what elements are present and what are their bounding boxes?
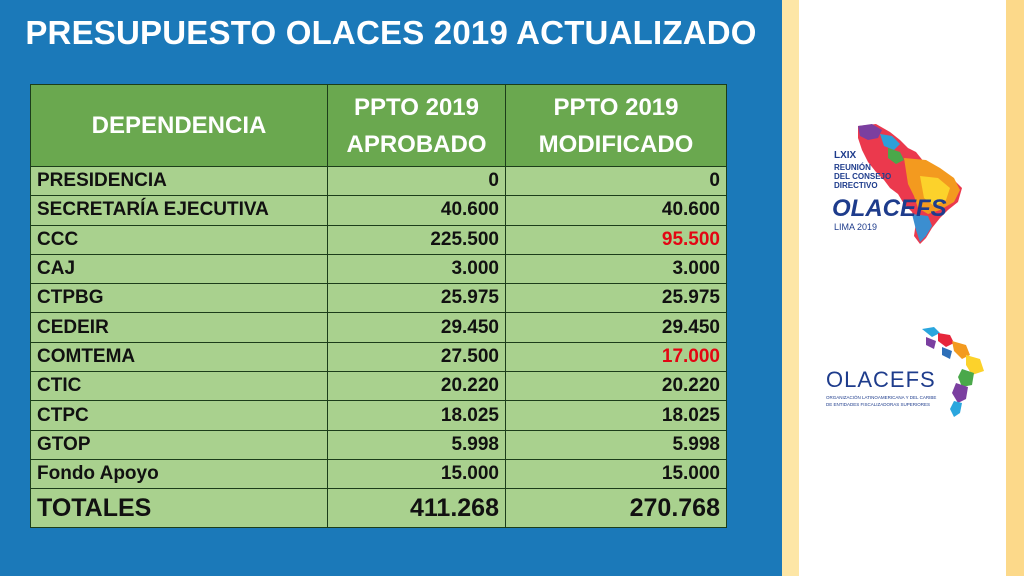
meeting-logo-line3: DEL CONSEJO xyxy=(834,172,892,181)
row-aprobado: 20.220 xyxy=(328,372,506,401)
meeting-logo-line1: LXIX xyxy=(834,150,857,161)
table-row xyxy=(31,167,727,196)
row-aprobado: 25.975 xyxy=(328,284,506,313)
row-name: PRESIDENCIA xyxy=(31,167,328,196)
row-modificado: 20.220 xyxy=(506,372,727,401)
table-row xyxy=(31,459,727,488)
header-modificado-line2: MODIFICADO xyxy=(538,130,694,158)
totals-row xyxy=(31,489,727,528)
table-row xyxy=(31,342,727,371)
row-name: GTOP xyxy=(31,430,328,459)
header-modificado-line1: PPTO 2019 xyxy=(553,93,679,121)
meeting-logo-line2: REUNIÓN xyxy=(834,163,871,172)
row-modificado: 25.975 xyxy=(506,284,727,313)
row-aprobado: 40.600 xyxy=(328,196,506,225)
meeting-logo-place: LIMA 2019 xyxy=(834,222,878,232)
table-row xyxy=(31,401,727,430)
decorative-stripe-left xyxy=(782,0,799,576)
row-modificado-changed: 17.000 xyxy=(506,342,727,371)
header-aprobado-line1: PPTO 2019 xyxy=(354,93,479,121)
logo-panel xyxy=(799,0,1006,576)
row-modificado: 40.600 xyxy=(506,196,727,225)
row-name: CCC xyxy=(31,225,328,254)
meeting-logo xyxy=(828,118,968,248)
header-aprobado-line2: APROBADO xyxy=(346,130,487,158)
row-aprobado: 15.000 xyxy=(328,459,506,488)
row-modificado: 18.025 xyxy=(506,401,727,430)
row-name: CTPC xyxy=(31,401,328,430)
decorative-stripe-right xyxy=(1006,0,1024,576)
row-aprobado: 5.998 xyxy=(328,430,506,459)
row-modificado: 15.000 xyxy=(506,459,727,488)
totals-aprobado: 411.268 xyxy=(328,489,506,528)
row-modificado: 3.000 xyxy=(506,254,727,283)
table-row xyxy=(31,313,727,342)
row-name: SECRETARÍA EJECUTIVA xyxy=(31,196,328,225)
table-row xyxy=(31,225,727,254)
table-header-row xyxy=(31,85,727,167)
row-aprobado: 27.500 xyxy=(328,342,506,371)
totals-modificado: 270.768 xyxy=(506,489,727,528)
row-name: CAJ xyxy=(31,254,328,283)
row-aprobado: 3.000 xyxy=(328,254,506,283)
olacefs-logo-tagline2: DE ENTIDADES FISCALIZADORAS SUPERIORES xyxy=(826,402,931,407)
table-row xyxy=(31,254,727,283)
row-modificado: 0 xyxy=(506,167,727,196)
slide-title: PRESUPUESTO OLACES 2019 ACTUALIZADO xyxy=(25,14,757,51)
meeting-logo-line4: DIRECTIVO xyxy=(834,181,878,190)
row-name: CTPBG xyxy=(31,284,328,313)
header-aprobado xyxy=(328,85,506,167)
olacefs-logo-tagline1: ORGANIZACIÓN LATINOAMERICANA Y DEL CARIBE xyxy=(826,395,937,400)
row-name: CEDEIR xyxy=(31,313,328,342)
row-name: Fondo Apoyo xyxy=(31,459,328,488)
meeting-logo-brand: OLACEFS xyxy=(832,195,947,222)
row-name: CTIC xyxy=(31,372,328,401)
row-aprobado: 225.500 xyxy=(328,225,506,254)
olacefs-logo-brand: OLACEFS xyxy=(826,367,936,392)
row-name: COMTEMA xyxy=(31,342,328,371)
row-modificado-changed: 95.500 xyxy=(506,225,727,254)
row-aprobado: 0 xyxy=(328,167,506,196)
table-row xyxy=(31,284,727,313)
budget-table-container xyxy=(30,84,726,528)
table-row xyxy=(31,196,727,225)
row-modificado: 29.450 xyxy=(506,313,727,342)
header-dependencia xyxy=(31,85,328,167)
header-modificado xyxy=(506,85,727,167)
row-aprobado: 18.025 xyxy=(328,401,506,430)
row-aprobado: 29.450 xyxy=(328,313,506,342)
table-row xyxy=(31,372,727,401)
table-row xyxy=(31,430,727,459)
olacefs-logo xyxy=(822,325,1000,430)
row-modificado: 5.998 xyxy=(506,430,727,459)
header-dependencia-label: DEPENDENCIA xyxy=(91,112,267,139)
totals-label: TOTALES xyxy=(31,489,328,528)
budget-table xyxy=(30,84,727,528)
